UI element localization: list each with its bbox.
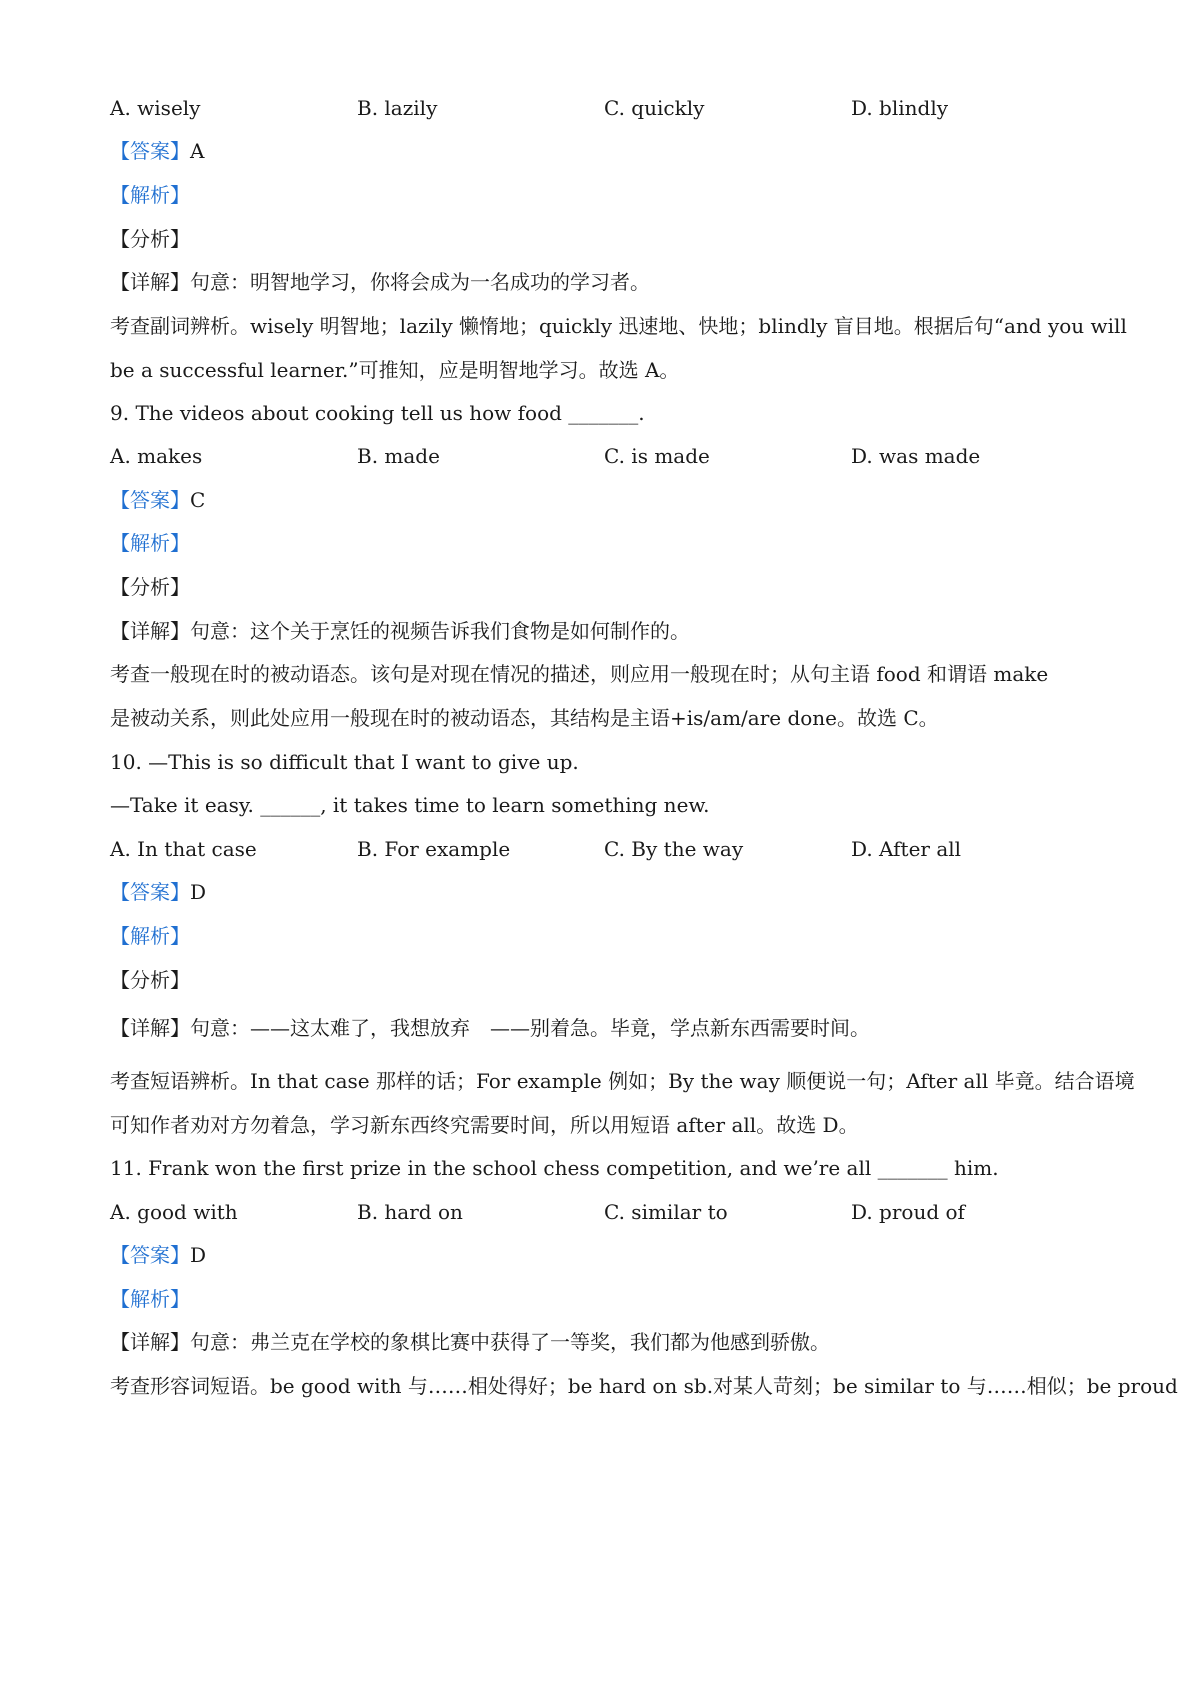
answer-value: C [190,488,206,512]
fenxi-tag: 【分析】 [110,968,190,992]
q10-explain-2: 可知作者劝对方勿着急，学习新东西终究需要时间，所以用短语 after all。故选 D。 [110,1113,859,1137]
q8-option-c: C. quickly [604,96,705,120]
q8-explain-2: be a successful learner.”可推知，应是明智地学习。故选 A。 [110,358,680,382]
q9-explain-2: 是被动关系，则此处应用一般现在时的被动语态，其结构是主语+is/am/are done。故选 C。 [110,706,939,730]
q8-detail-line [110,268,1100,296]
q9-detail-line [110,617,1100,645]
q8-option-a: A. wisely [110,96,201,120]
q11-answer-line [110,1241,1100,1269]
q11-option-b: B. hard on [357,1200,463,1224]
q8-option-b: B. lazily [357,96,438,120]
q9-options [110,442,1100,470]
answer-tag: 【答案】 [110,139,190,163]
q11-option-a: A. good with [110,1200,238,1224]
fenxi-tag: 【分析】 [110,227,190,251]
q9-explain-1: 考查一般现在时的被动语态。该句是对现在情况的描述，则应用一般现在时；从句主语 food 和谓语 make [110,662,1049,686]
analysis-tag: 【解析】 [110,1287,190,1311]
q8-fenxi-line [110,225,1100,253]
detail-text: 句意：弗兰克在学校的象棋比赛中获得了一等奖，我们都为他感到骄傲。 [190,1330,830,1354]
q9-option-b: B. made [357,444,440,468]
q9-option-d: D. was made [851,444,981,468]
q10-detail-line [110,1014,1100,1042]
q10-explain-1: 考查短语辨析。In that case 那样的话；For example 例如；By the way 顺便说一句；After all 毕竟。结合语境 [110,1069,1135,1093]
answer-value: D [190,1243,207,1267]
q11-options [110,1198,1100,1226]
q9-fenxi-line [110,573,1100,601]
q11-question: 11. Frank won the first prize in the school chess competition, and we’re all _______ him. [110,1156,999,1180]
q10-option-c: C. By the way [604,837,744,861]
q9-option-c: C. is made [604,444,710,468]
analysis-tag: 【解析】 [110,924,190,948]
analysis-tag: 【解析】 [110,531,190,555]
answer-tag: 【答案】 [110,880,190,904]
q9-option-a: A. makes [110,444,203,468]
detail-text: 句意：——这太难了，我想放弃 ——别着急。毕竟，学点新东西需要时间。 [190,1016,870,1040]
q10-question-2: —Take it easy. ______, it takes time to learn something new. [110,793,710,817]
q11-detail-line [110,1328,1100,1356]
q11-option-d: D. proud of [851,1200,965,1224]
answer-tag: 【答案】 [110,488,190,512]
q9-analysis-line [110,529,1100,557]
q8-analysis-line [110,181,1100,209]
detail-text: 句意：明智地学习，你将会成为一名成功的学习者。 [190,270,650,294]
answer-value: D [190,880,207,904]
q10-option-d: D. After all [851,837,962,861]
q9-question: 9. The videos about cooking tell us how food _______. [110,401,645,425]
fenxi-tag: 【分析】 [110,575,190,599]
q11-explain-1: 考查形容词短语。be good with 与……相处得好；be hard on sb.对某人苛刻；be similar to 与……相似；be proud [110,1374,1178,1398]
q10-options [110,835,1100,863]
q11-analysis-line [110,1285,1100,1313]
q10-question-1: 10. —This is so difficult that I want to give up. [110,750,579,774]
detail-tag: 【详解】 [110,1016,190,1040]
q8-options [110,94,1100,122]
q9-answer-line [110,486,1100,514]
q10-fenxi-line [110,966,1100,994]
analysis-tag: 【解析】 [110,183,190,207]
q10-answer-line [110,878,1100,906]
q10-analysis-line [110,922,1100,950]
q8-option-d: D. blindly [851,96,949,120]
detail-tag: 【详解】 [110,1330,190,1354]
detail-tag: 【详解】 [110,619,190,643]
answer-value: A [190,139,205,163]
q10-option-b: B. For example [357,837,511,861]
detail-tag: 【详解】 [110,270,190,294]
detail-text: 句意：这个关于烹饪的视频告诉我们食物是如何制作的。 [190,619,690,643]
answer-tag: 【答案】 [110,1243,190,1267]
q11-option-c: C. similar to [604,1200,728,1224]
q10-option-a: A. In that case [110,837,257,861]
q8-answer-line [110,137,1100,165]
q8-explain-1: 考查副词辨析。wisely 明智地；lazily 懒惰地；quickly 迅速地、快地；blindly 盲目地。根据后句“and you will [110,314,1127,338]
